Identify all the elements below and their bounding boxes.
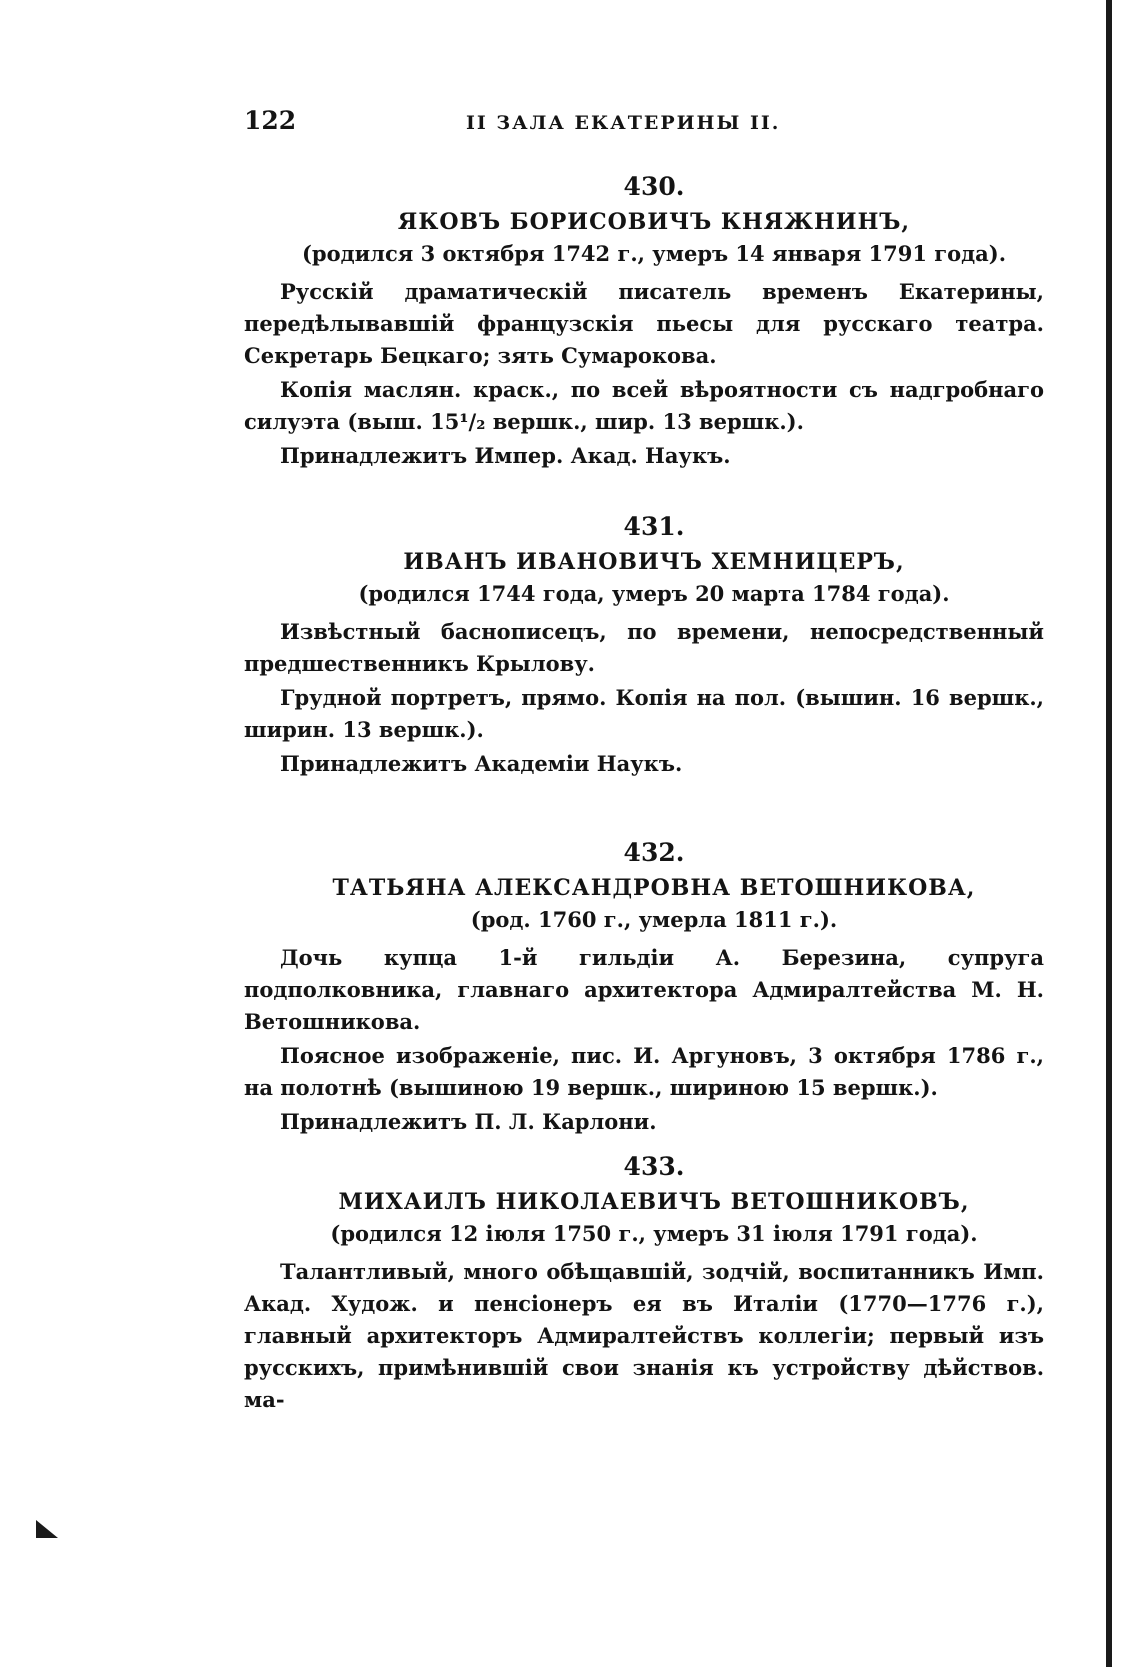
page-number: 122 [244,106,297,135]
entry-name: ТАТЬЯНА АЛЕКСАНДРОВНА ВЕТОШНИКОВА, [332,875,976,901]
entry-description: Русскій драматическій писатель временъ Екатерины, передѣлывавшій французскія пьесы для русскаго театра. Секретарь Бецкаго; зять Сумарокова. [244,279,1044,368]
entry-number: 432. [623,838,685,867]
entry-ownership: Принадлежитъ Импер. Акад. Наукъ. [280,443,731,468]
entry-name: МИХАИЛЪ НИКОЛАЕВИЧЪ ВЕТОШНИКОВЪ, [338,1189,970,1215]
entry-portrait-details: Поясное изображеніе, пис. И. Аргуновъ, 3 октября 1786 г., на полотнѣ (вышиною 19 вершк., шириною 15 вершк.). [244,1043,1044,1100]
entry-dates: (родился 12 іюля 1750 г., умеръ 31 іюля 1791 года). [330,1221,978,1246]
catalog-entry-430 [244,172,1044,472]
entry-number: 430. [623,172,685,201]
scan-edge-line [1106,0,1112,1667]
entry-portrait-details: Копія маслян. краск., по всей вѣроятности съ надгробнаго силуэта (выш. 15¹/₂ вершк., шир. 13 вершк.). [244,377,1044,434]
entry-name: ЯКОВЪ БОРИСОВИЧЪ КНЯЖНИНЪ, [397,209,911,235]
entry-description: Дочь купца 1-й гильдіи А. Березина, супруга подполковника, главнаго архитектора Адмиралтейства М. Н. Ветошникова. [244,945,1044,1034]
entry-dates: (род. 1760 г., умерла 1811 г.). [470,907,838,932]
entry-dates: (родился 1744 года, умеръ 20 марта 1784 года). [358,581,950,606]
entry-description: Извѣстный баснописецъ, по времени, непосредственный предшественникъ Крылову. [244,619,1044,676]
entry-name: ИВАНЪ ИВАНОВИЧЪ ХЕМНИЦЕРЪ, [403,549,905,575]
corner-triangle-mark [36,1520,58,1538]
catalog-entry-432 [244,838,1044,1138]
entry-ownership: Принадлежитъ П. Л. Карлони. [280,1109,657,1134]
page-header [244,106,1044,146]
running-title: II ЗАЛА ЕКАТЕРИНЫ II. [466,112,781,134]
entry-number: 431. [623,512,685,541]
catalog-entry-433 [244,1152,1044,1416]
catalog-entry-431 [244,512,1044,780]
entry-portrait-details: Грудной портретъ, прямо. Копія на пол. (вышин. 16 вершк., ширин. 13 вершк.). [244,685,1044,742]
entry-number: 433. [623,1152,685,1181]
entry-description: Талантливый, много обѣщавшій, зодчій, воспитанникъ Имп. Акад. Худож. и пенсіонеръ ея въ Италіи (1770—1776 г.), главный архитекторъ Адмиралтействъ коллегіи; первый изъ русскихъ, примѣнившій свои знанія къ устройству дѣйствов. ма- [244,1259,1044,1412]
entry-dates: (родился 3 октября 1742 г., умеръ 14 января 1791 года). [301,241,1007,266]
entry-ownership: Принадлежитъ Академіи Наукъ. [280,751,683,776]
